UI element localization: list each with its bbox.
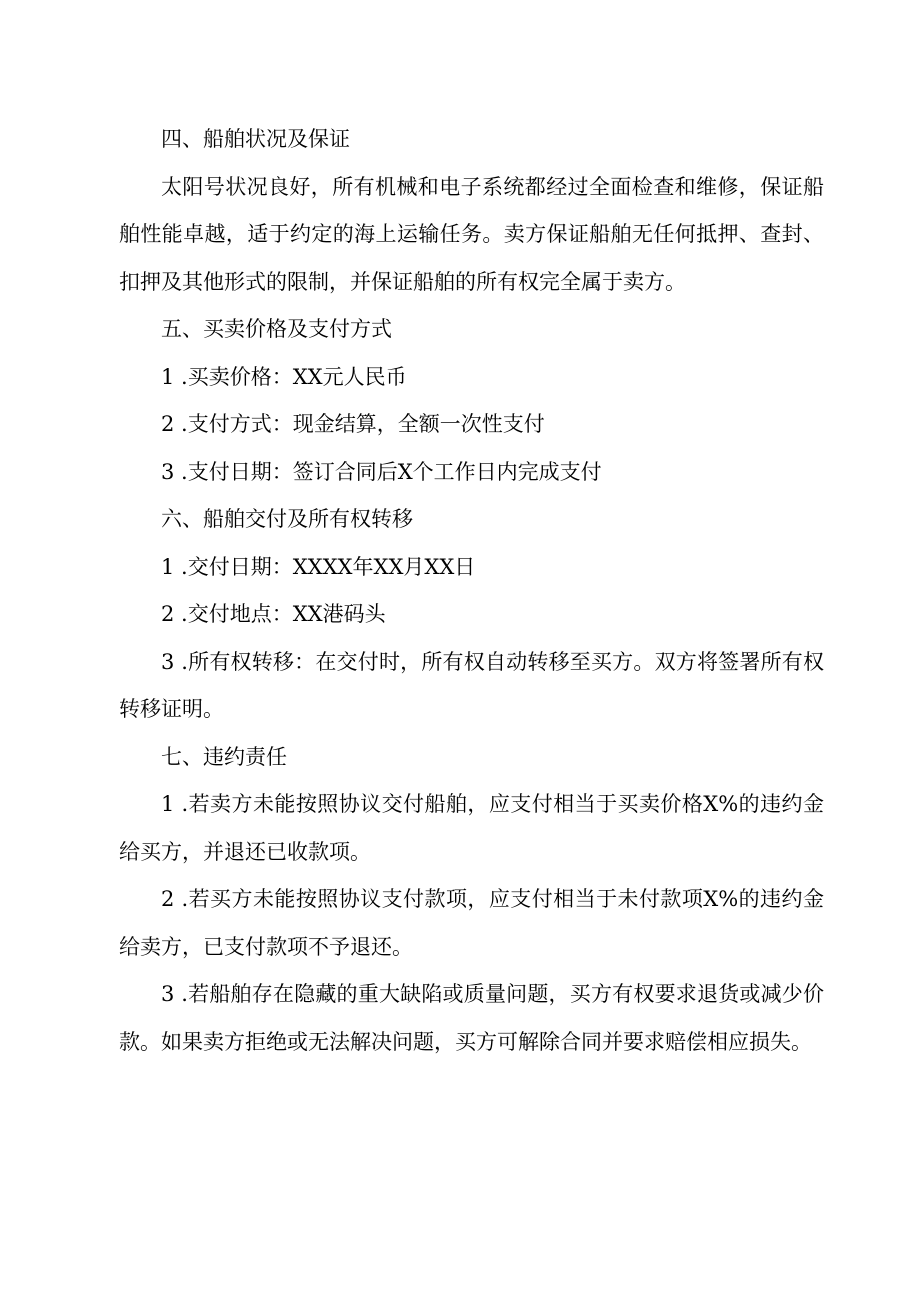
section-7-item-2: 2 .若买方未能按照协议支付款项，应支付相当于未付款项X%的违约金给卖方，已支付款项不予退还。 <box>119 887 824 959</box>
section-4-body: 太阳号状况良好，所有机械和电子系统都经过全面检查和维修，保证船舶性能卓越，适于约定的海上运输任务。卖方保证船舶无任何抵押、查封、扣押及其他形式的限制，并保证船舶的所有权完全属于卖方。 <box>119 174 824 294</box>
section-7-item-3: 3 .若船舶存在隐藏的重大缺陷或质量问题，买方有权要求退货或减少价款。如果卖方拒绝或无法解决问题，买方可解除合同并要求赔偿相应损失。 <box>119 982 824 1054</box>
section-6-item-2: 2 .交付地点：XX港码头 <box>161 602 386 626</box>
section-7-item-1: 1 .若卖方未能按照协议交付船舶，应支付相当于买卖价格X%的违约金给买方，并退还已收款项。 <box>119 792 824 864</box>
section-5-item-3: 3 .支付日期：签订合同后X个工作日内完成支付 <box>161 459 602 484</box>
section-7-heading: 七、违约责任 <box>161 744 287 769</box>
section-5-item-2: 2 .支付方式：现金结算，全额一次性支付 <box>161 412 545 436</box>
section-6-item-1: 1 .交付日期：XXXX年XX月XX日 <box>161 554 476 579</box>
section-4-heading: 四、船舶状况及保证 <box>161 127 350 151</box>
section-6-item-3: 3 .所有权转移：在交付时，所有权自动转移至买方。双方将签署所有权转移证明。 <box>119 649 824 721</box>
section-5-heading: 五、买卖价格及支付方式 <box>161 317 392 341</box>
section-6-heading: 六、船舶交付及所有权转移 <box>161 507 413 531</box>
section-5-item-1: 1 .买卖价格：XX元人民币 <box>161 364 407 389</box>
